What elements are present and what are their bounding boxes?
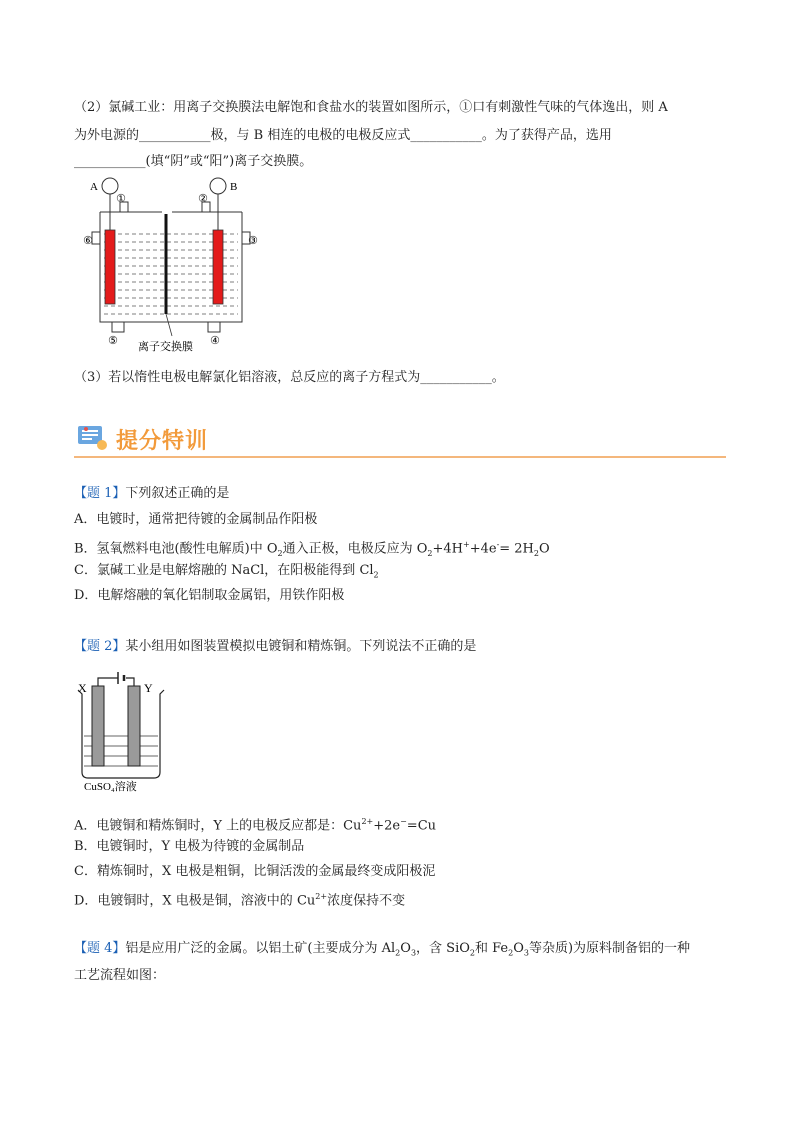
q2-line1: （2）氯碱工业：用离子交换膜法电解饱和食盐水的装置如图所示，①口有刺激性气味的气体逸出，则 A xyxy=(74,100,668,115)
t2-option-B: B．电镀铜时，Y 电极为待镀的金属制品 xyxy=(74,839,305,854)
t1-option-A: A．电镀时，通常把待镀的金属制品作阳极 xyxy=(74,512,318,527)
beaker-figure xyxy=(74,664,174,794)
port-5: ⑤ xyxy=(108,334,118,347)
port-4: ④ xyxy=(210,334,220,347)
t4-line1: 【题 4】铝是应用广泛的金属。以铝土矿(主要成分为 $Al_2O_3$，含 SiO$_2$和 $Fe_2O_3$等杂质)为原料制备铝的一种 xyxy=(74,941,691,958)
label-X: X xyxy=(78,681,87,695)
q3-line: （3）若以惰性电极电解氯化铝溶液，总反应的离子方程式为___________。 xyxy=(74,370,505,385)
port-2: ② xyxy=(198,192,208,205)
q2-line3: ___________(填“阴”或“阳”)离子交换膜。 xyxy=(74,154,313,169)
left-electrode xyxy=(105,230,115,304)
label-Y: Y xyxy=(144,681,153,695)
electrode-Y xyxy=(128,686,140,766)
section-divider xyxy=(74,456,726,458)
beaker-caption: CuSO₄溶液 xyxy=(84,781,137,793)
t1-stem-line xyxy=(74,484,229,504)
t2-stem-line xyxy=(74,637,476,657)
t1-option-C: C．氯碱工业是电解熔融的 NaCl，在阳极能得到 $Cl_2$ xyxy=(74,563,379,580)
section-title: 提分特训 xyxy=(116,429,209,454)
t1-option-B: B．氢氧燃料电池(酸性电解质)中 $O_2$通入正极，电极反应为 $O_2+4H^++4e^-= 2H_2O$ xyxy=(74,540,550,558)
label-B: B xyxy=(230,181,238,193)
t2-tag: 【题 2】 xyxy=(74,639,126,654)
electrolysis-cell-figure xyxy=(83,172,266,353)
t1-option-D: D．电解熔融的氧化铝制取金属铝，用铁作阳极 xyxy=(74,588,345,603)
port-3: ③ xyxy=(248,234,258,247)
port-1: ① xyxy=(116,192,126,205)
right-electrode xyxy=(213,230,223,304)
electrode-X xyxy=(92,686,104,766)
t2-option-C: C．精炼铜时，X 电极是粗铜，比铜活泼的金属最终变成阳极泥 xyxy=(74,864,436,879)
t2-option-D: D．电镀铜时，X 电极是铜，溶液中的 $Cu^{2+}$浓度保持不变 xyxy=(74,892,406,909)
t2-option-A: A．电镀铜和精炼铜时，Y 上的电极反应都是：$Cu^{2+}+2e^-=Cu$ xyxy=(74,817,437,834)
t2-stem: 某小组用如图装置模拟电镀铜和精炼铜。下列说法不正确的是 xyxy=(125,639,477,654)
t4-tag: 【题 4】 xyxy=(74,941,126,956)
t4-line2: 工艺流程如图： xyxy=(74,968,166,983)
t1-tag: 【题 1】 xyxy=(74,486,126,501)
q2-line2: 为外电源的___________极，与 B 相连的电极的电极反应式___________。为了获得产品，选用 xyxy=(74,128,612,143)
section-icon xyxy=(76,422,108,452)
port-6: ⑥ xyxy=(83,234,93,247)
t1-stem: 下列叙述正确的是 xyxy=(125,486,230,501)
label-A: A xyxy=(90,181,98,193)
membrane-label: 离子交换膜 xyxy=(138,340,193,353)
